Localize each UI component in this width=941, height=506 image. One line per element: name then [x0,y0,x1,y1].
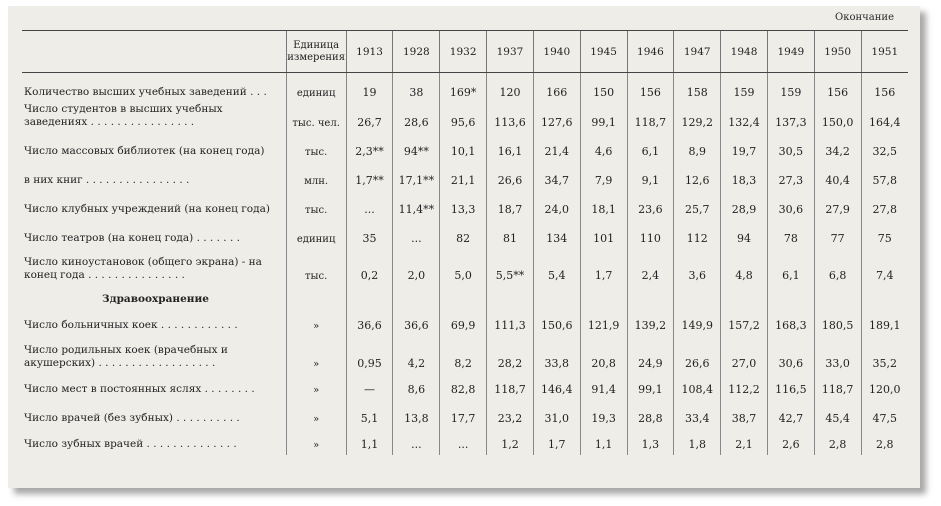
value-cell: 189,1 [861,308,908,336]
row-label: Число клубных учреждений (на конец года) [24,202,270,215]
value-cell: 5,1 [346,400,393,429]
value-cell: 2,8 [861,429,908,455]
value-cell: 1,7 [533,429,580,455]
value-cell: 33,4 [674,400,721,429]
table-row [22,162,908,191]
value-cell: 24,9 [627,336,674,374]
value-cell: 24,0 [533,191,580,220]
header-indicator-cell [22,31,286,73]
value-cell: 156 [814,73,861,103]
value-cell: 35,2 [861,336,908,374]
table-row [22,400,908,429]
row-unit: » [286,429,346,455]
value-cell: 18,7 [487,191,534,220]
value-cell: 1,7 [580,249,627,286]
value-cell: 27,8 [861,191,908,220]
row-label: Число зубных врачей . . . . . . . . . . . . . . [24,437,237,450]
row-label: Число студентов в высших учебных заведениях . . . . . . . . . . . . . . . . [24,102,223,128]
table-row [22,73,908,103]
statistics-table [22,30,908,455]
value-cell: 21,4 [533,133,580,162]
value-cell: 19,3 [580,400,627,429]
value-cell: 118,7 [627,103,674,133]
value-cell: 19,7 [721,133,768,162]
value-cell: ... [440,429,487,455]
row-label: Число врачей (без зубных) . . . . . . . . . . [24,411,240,424]
value-cell: 18,3 [721,162,768,191]
value-cell: 13,8 [393,400,440,429]
value-cell: 4,2 [393,336,440,374]
row-unit: единиц [286,73,346,103]
header-year: 1913 [346,31,393,73]
value-cell: 9,1 [627,162,674,191]
row-label: Число киноустановок (общего экрана) - на конец года . . . . . . . . . . . . . . . [24,255,262,281]
empty-cell [487,286,534,308]
empty-cell [533,286,580,308]
value-cell: 159 [767,73,814,103]
row-label: Число больничных коек . . . . . . . . . . . . [24,318,238,331]
value-cell: 28,8 [627,400,674,429]
value-cell: 45,4 [814,400,861,429]
value-cell: 169* [440,73,487,103]
value-cell: 1,3 [627,429,674,455]
row-unit: » [286,400,346,429]
value-cell: 134 [533,220,580,249]
value-cell: 26,7 [346,103,393,133]
value-cell: 28,6 [393,103,440,133]
row-label: Число массовых библиотек (на конец года) [24,144,265,157]
value-cell: 156 [627,73,674,103]
value-cell: 156 [861,73,908,103]
row-label: Число родильных коек (врачебных и акушерских) . . . . . . . . . . . . . . . . . . [24,343,228,369]
empty-cell [721,286,768,308]
empty-cell [814,286,861,308]
value-cell: 18,1 [580,191,627,220]
value-cell: 6,1 [627,133,674,162]
header-year: 1951 [861,31,908,73]
value-cell: 34,7 [533,162,580,191]
value-cell: 28,9 [721,191,768,220]
value-cell: 146,4 [533,374,580,400]
value-cell: 108,4 [674,374,721,400]
row-label: Число театров (на конец года) . . . . . . . [24,231,240,244]
value-cell: 31,0 [533,400,580,429]
value-cell: 32,5 [861,133,908,162]
value-cell: 168,3 [767,308,814,336]
row-unit: тыс. [286,133,346,162]
row-unit: » [286,374,346,400]
value-cell: 3,6 [674,249,721,286]
value-cell: 166 [533,73,580,103]
header-year: 1950 [814,31,861,73]
value-cell: 82 [440,220,487,249]
value-cell: 75 [861,220,908,249]
value-cell: 34,2 [814,133,861,162]
empty-cell [286,286,346,308]
value-cell: 30,5 [767,133,814,162]
empty-cell [674,286,721,308]
value-cell: 110 [627,220,674,249]
row-unit: » [286,308,346,336]
value-cell: 149,9 [674,308,721,336]
value-cell: 120 [487,73,534,103]
row-unit: единиц [286,220,346,249]
value-cell: 127,6 [533,103,580,133]
value-cell: 7,9 [580,162,627,191]
table-row [22,249,908,286]
value-cell: 26,6 [674,336,721,374]
row-unit: тыс. чел. [286,103,346,133]
value-cell: — [346,374,393,400]
value-cell: 4,8 [721,249,768,286]
value-cell: 8,6 [393,374,440,400]
value-cell: 2,0 [393,249,440,286]
value-cell: 150 [580,73,627,103]
row-unit: » [286,336,346,374]
value-cell: 150,0 [814,103,861,133]
value-cell: 6,8 [814,249,861,286]
value-cell: 180,5 [814,308,861,336]
header-year: 1945 [580,31,627,73]
value-cell: 23,2 [487,400,534,429]
value-cell: 38,7 [721,400,768,429]
value-cell: 5,0 [440,249,487,286]
value-cell: 5,5** [487,249,534,286]
value-cell: 1,7** [346,162,393,191]
value-cell: 4,6 [580,133,627,162]
section-title: Здравоохранение [102,292,209,305]
value-cell: 1,1 [346,429,393,455]
empty-cell [861,286,908,308]
value-cell: 27,3 [767,162,814,191]
section-row [22,286,908,308]
value-cell: 118,7 [814,374,861,400]
value-cell: 1,2 [487,429,534,455]
value-cell: 27,9 [814,191,861,220]
empty-cell [580,286,627,308]
value-cell: 121,9 [580,308,627,336]
value-cell: 19 [346,73,393,103]
value-cell: 11,4** [393,191,440,220]
table-row [22,133,908,162]
header-year: 1940 [533,31,580,73]
header-unit: Единица измерения [286,31,346,73]
value-cell: 81 [487,220,534,249]
value-cell: 38 [393,73,440,103]
value-cell: 36,6 [393,308,440,336]
value-cell: 95,6 [440,103,487,133]
value-cell: 35 [346,220,393,249]
value-cell: ... [346,191,393,220]
value-cell: 78 [767,220,814,249]
value-cell: 1,1 [580,429,627,455]
table-row [22,374,908,400]
empty-cell [393,286,440,308]
value-cell: 164,4 [861,103,908,133]
value-cell: 2,3** [346,133,393,162]
value-cell: 21,1 [440,162,487,191]
value-cell: 8,2 [440,336,487,374]
continuation-label: Окончание [835,12,894,23]
table-row [22,429,908,455]
value-cell: 118,7 [487,374,534,400]
value-cell: 23,6 [627,191,674,220]
header-year: 1946 [627,31,674,73]
value-cell: 159 [721,73,768,103]
empty-cell [627,286,674,308]
value-cell: 20,8 [580,336,627,374]
scanned-page [8,6,920,488]
value-cell: 91,4 [580,374,627,400]
value-cell: 7,4 [861,249,908,286]
value-cell: 137,3 [767,103,814,133]
value-cell: 132,4 [721,103,768,133]
value-cell: 6,1 [767,249,814,286]
value-cell: ... [393,220,440,249]
value-cell: 94** [393,133,440,162]
row-unit: тыс. [286,191,346,220]
value-cell: 113,6 [487,103,534,133]
value-cell: 99,1 [580,103,627,133]
value-cell: 157,2 [721,308,768,336]
value-cell: 120,0 [861,374,908,400]
value-cell: 1,8 [674,429,721,455]
header-year: 1932 [440,31,487,73]
header-year: 1949 [767,31,814,73]
row-unit: млн. [286,162,346,191]
header-row [22,31,908,73]
header-year: 1937 [487,31,534,73]
value-cell: 36,6 [346,308,393,336]
value-cell: 101 [580,220,627,249]
empty-cell [346,286,393,308]
table-row [22,308,908,336]
value-cell: 0,95 [346,336,393,374]
value-cell: 16,1 [487,133,534,162]
value-cell: ... [393,429,440,455]
value-cell: 17,7 [440,400,487,429]
value-cell: 40,4 [814,162,861,191]
value-cell: 158 [674,73,721,103]
value-cell: 12,6 [674,162,721,191]
value-cell: 112 [674,220,721,249]
header-year: 1947 [674,31,721,73]
value-cell: 69,9 [440,308,487,336]
header-year: 1928 [393,31,440,73]
value-cell: 42,7 [767,400,814,429]
value-cell: 30,6 [767,336,814,374]
row-label: Число мест в постоянных яслях . . . . . . . . [24,382,255,395]
value-cell: 112,2 [721,374,768,400]
value-cell: 47,5 [861,400,908,429]
row-label: в них книг . . . . . . . . . . . . . . . . [24,173,190,186]
value-cell: 17,1** [393,162,440,191]
empty-cell [440,286,487,308]
value-cell: 139,2 [627,308,674,336]
row-label: Количество высших учебных заведений . . . [24,85,267,98]
value-cell: 2,1 [721,429,768,455]
value-cell: 5,4 [533,249,580,286]
value-cell: 27,0 [721,336,768,374]
value-cell: 77 [814,220,861,249]
value-cell: 33,8 [533,336,580,374]
value-cell: 0,2 [346,249,393,286]
table-row [22,220,908,249]
value-cell: 28,2 [487,336,534,374]
value-cell: 25,7 [674,191,721,220]
value-cell: 13,3 [440,191,487,220]
value-cell: 99,1 [627,374,674,400]
row-unit: тыс. [286,249,346,286]
value-cell: 94 [721,220,768,249]
value-cell: 129,2 [674,103,721,133]
value-cell: 116,5 [767,374,814,400]
value-cell: 82,8 [440,374,487,400]
value-cell: 150,6 [533,308,580,336]
value-cell: 30,6 [767,191,814,220]
table-row [22,336,908,374]
value-cell: 2,4 [627,249,674,286]
value-cell: 10,1 [440,133,487,162]
header-year: 1948 [721,31,768,73]
value-cell: 26,6 [487,162,534,191]
value-cell: 111,3 [487,308,534,336]
table-row [22,103,908,133]
value-cell: 2,8 [814,429,861,455]
value-cell: 8,9 [674,133,721,162]
value-cell: 57,8 [861,162,908,191]
empty-cell [767,286,814,308]
value-cell: 33,0 [814,336,861,374]
table-row [22,191,908,220]
value-cell: 2,6 [767,429,814,455]
